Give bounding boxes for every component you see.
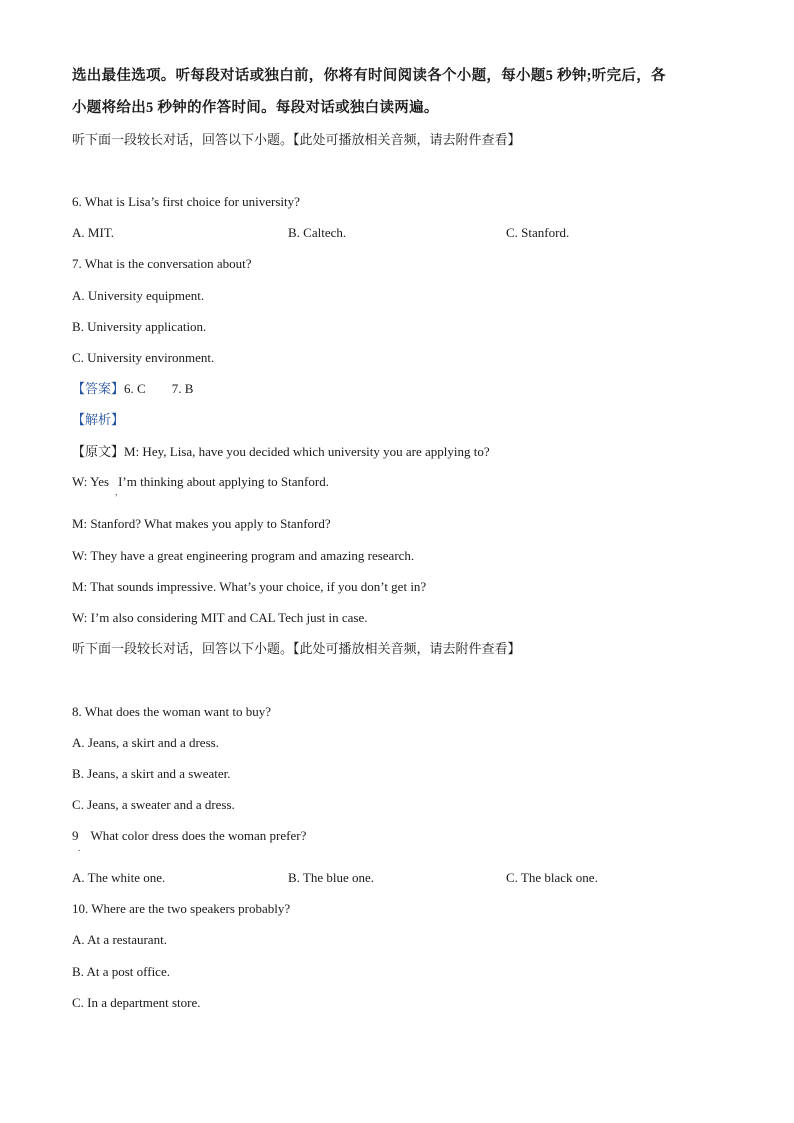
question-7-option-a: A. University equipment. — [72, 288, 205, 303]
transcript-line-2 — [72, 474, 329, 490]
section-2-instruction: 听下面一段较长对话，回答以下小题。【此处可播放相关音频，请去附件查看】 — [72, 641, 521, 656]
question-9-option-b: B. The blue one. — [288, 870, 375, 885]
question-6: 6. What is Lisa’s first choice for university? — [72, 194, 300, 209]
question-9-option-c: C. The black one. — [506, 870, 598, 885]
analysis-label: 【解析】 — [72, 412, 125, 427]
transcript-label: 【原文】 — [72, 444, 125, 459]
question-10-option-c: C. In a department store. — [72, 995, 201, 1010]
question-6-option-b: B. Caltech. — [288, 225, 347, 240]
question-7-option-b: B. University application. — [72, 319, 207, 334]
question-9-option-a: A. The white one. — [72, 870, 166, 885]
transcript-line-1 — [72, 444, 490, 460]
transcript-line-4: W: They have a great engineering program and amazing research. — [72, 548, 415, 563]
answer-row — [72, 381, 193, 397]
question-10-option-b: B. At a post office. — [72, 964, 170, 979]
intro-line-2: 小题将给出5 秒钟的作答时间。每段对话或独白读两遍。 — [72, 100, 439, 116]
answer-label: 【答案】 — [72, 381, 125, 396]
question-8-option-a: A. Jeans, a skirt and a dress. — [72, 735, 219, 750]
question-10: 10. Where are the two speakers probably? — [72, 901, 291, 916]
stray-dot-mark: . — [78, 843, 81, 853]
question-8-option-b: B. Jeans, a skirt and a sweater. — [72, 766, 231, 781]
transcript-line-6: W: I’m also considering MIT and CAL Tech just in case. — [72, 610, 368, 625]
question-6-option-c: C. Stanford. — [506, 225, 570, 240]
answer-7: 7. B — [171, 381, 194, 396]
intro-line-1: 选出最佳选项。听每段对话或独白前，你将有时间阅读各个小题，每小题5 秒钟;听完后，各 — [72, 68, 666, 84]
stray-comma-mark: , — [115, 487, 118, 497]
question-9 — [72, 828, 306, 844]
question-8-option-c: C. Jeans, a sweater and a dress. — [72, 797, 235, 812]
question-7-option-c: C. University environment. — [72, 350, 215, 365]
question-8: 8. What does the woman want to buy? — [72, 704, 272, 719]
transcript-line-3: M: Stanford? What makes you apply to Stanford? — [72, 516, 331, 531]
question-9-text: What color dress does the woman prefer? — [90, 828, 307, 843]
transcript-text-2b: I’m thinking about applying to Stanford. — [118, 474, 329, 489]
answer-6: 6. C — [124, 381, 146, 396]
question-6-option-a: A. MIT. — [72, 225, 115, 240]
section-1-instruction: 听下面一段较长对话，回答以下小题。【此处可播放相关音频，请去附件查看】 — [72, 132, 521, 147]
transcript-text-1: M: Hey, Lisa, have you decided which university you are applying to? — [124, 444, 490, 459]
transcript-text-2a: W: Yes — [72, 474, 110, 489]
question-10-option-a: A. At a restaurant. — [72, 932, 167, 947]
question-7: 7. What is the conversation about? — [72, 256, 252, 271]
question-9-number: 9 — [72, 828, 79, 843]
transcript-line-5: M: That sounds impressive. What’s your choice, if you don’t get in? — [72, 579, 427, 594]
